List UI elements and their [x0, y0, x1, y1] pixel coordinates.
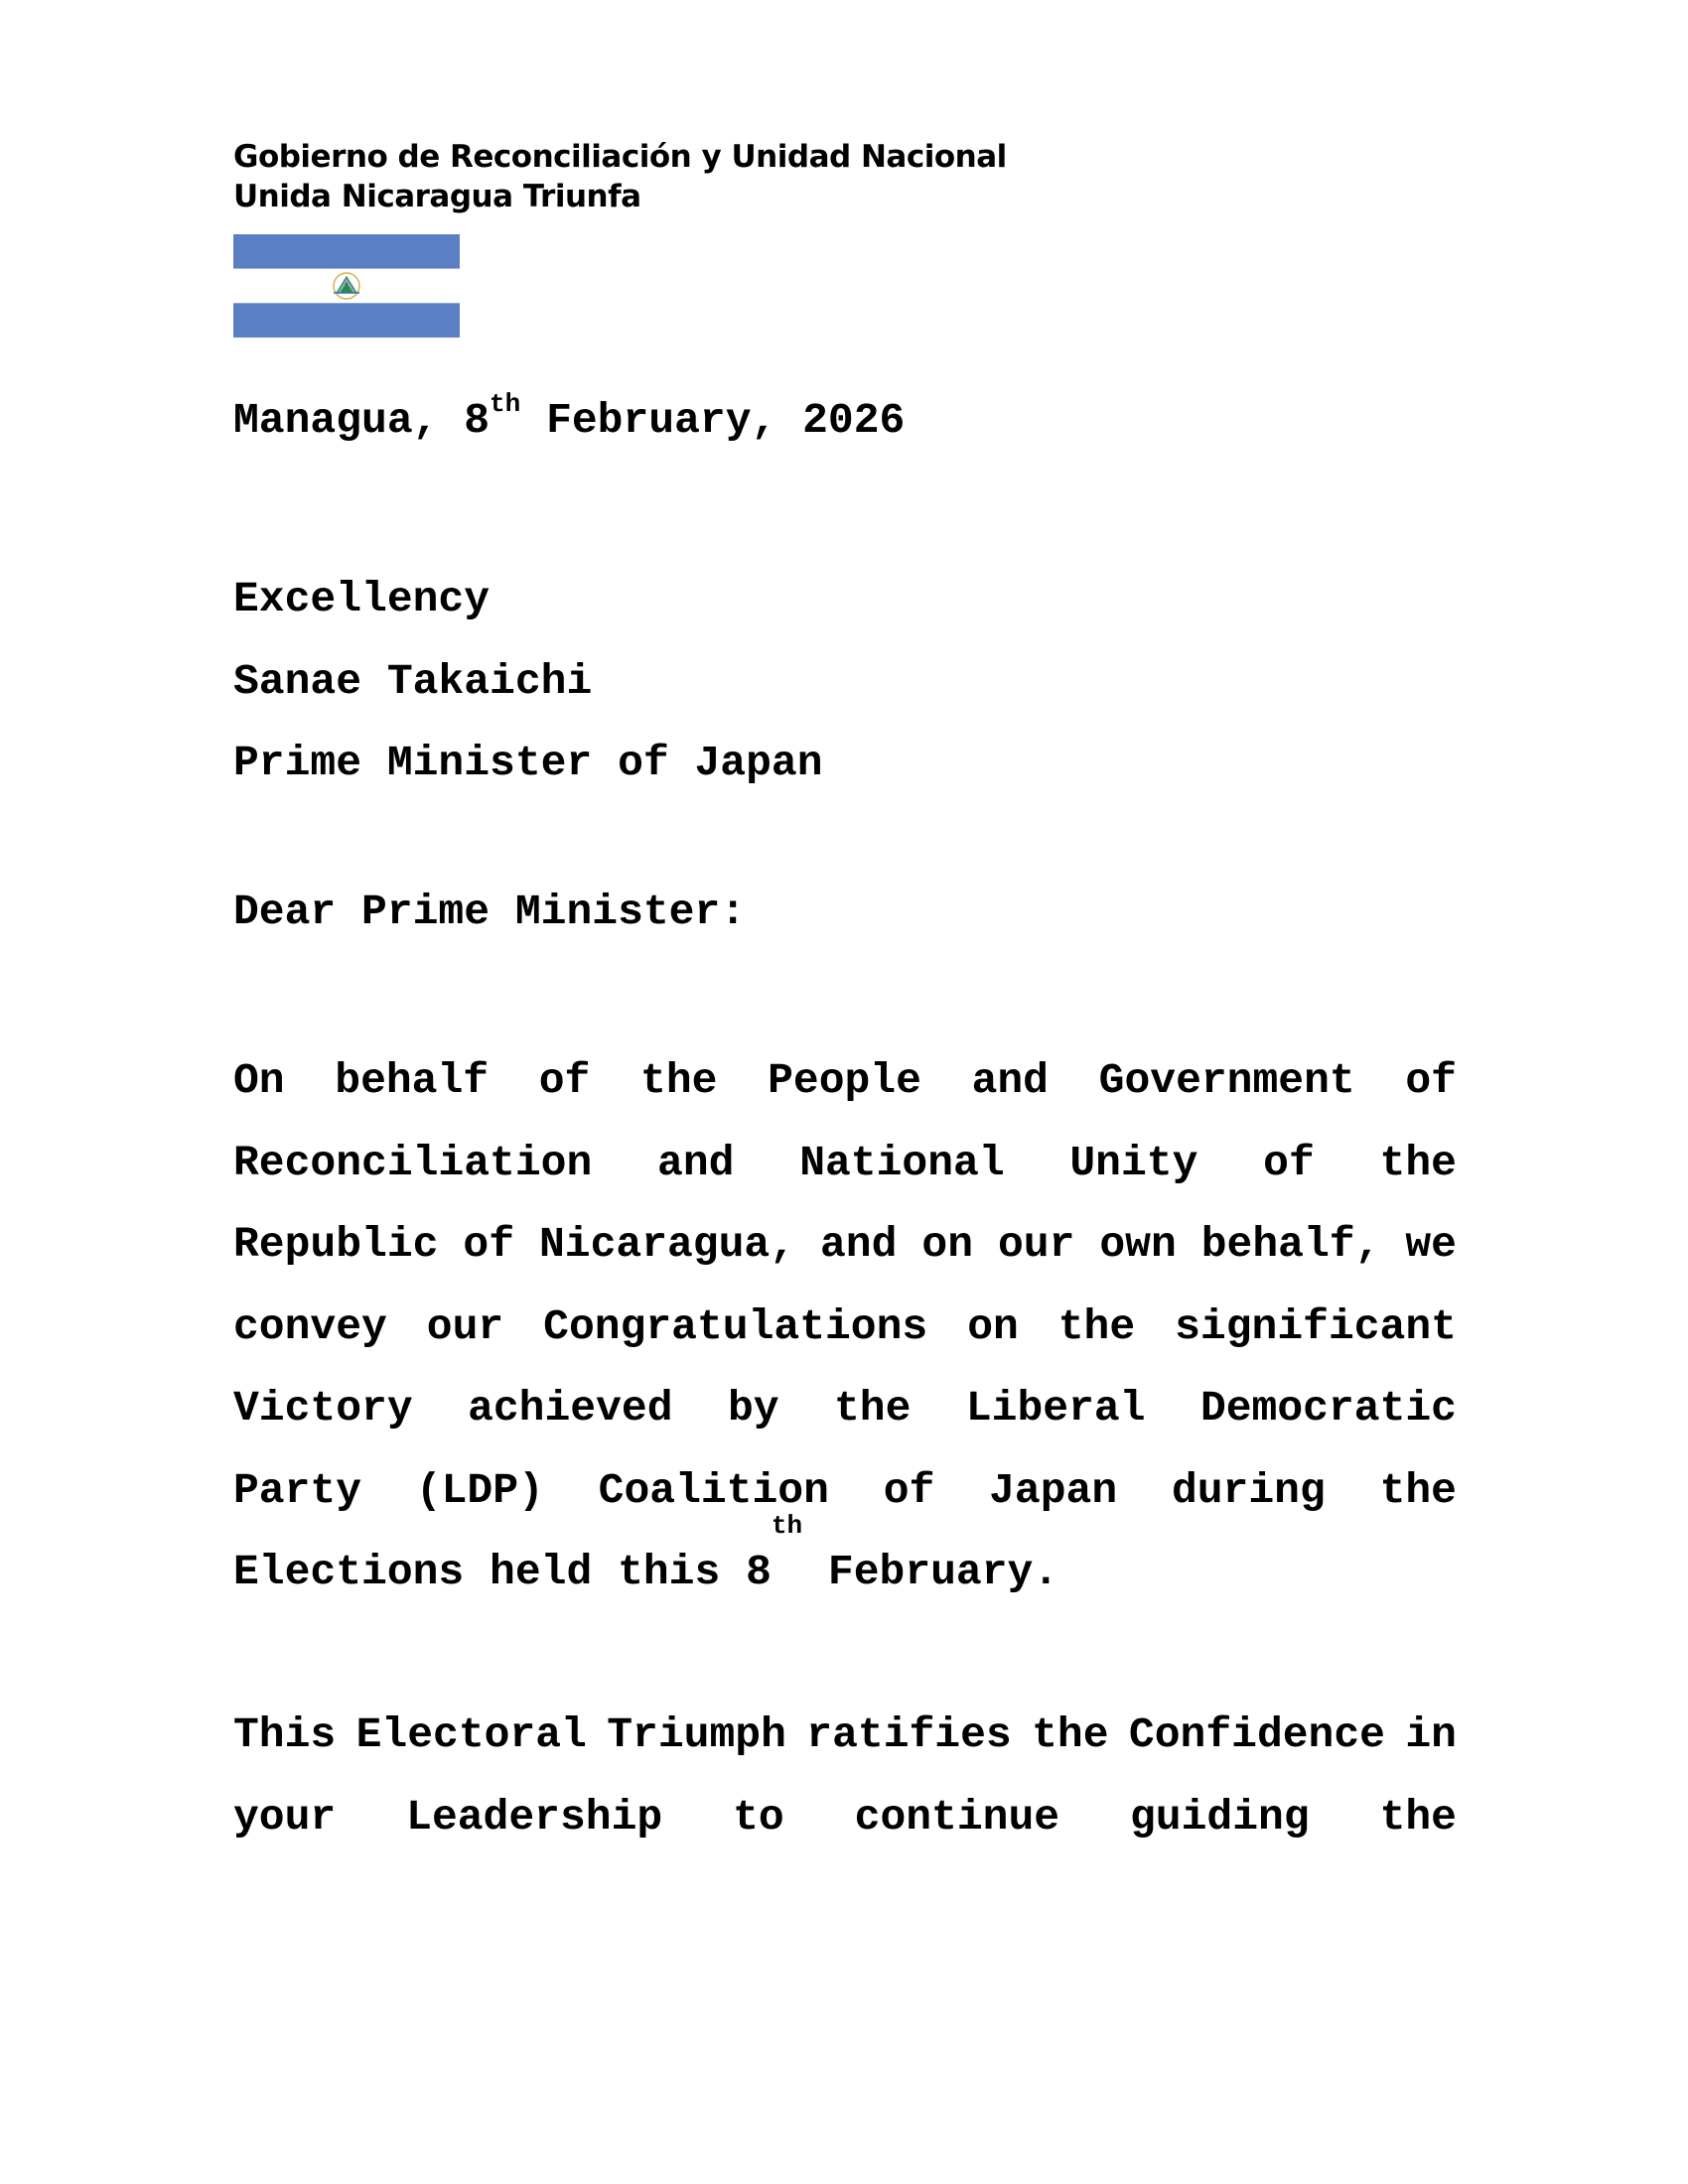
body-word: Victory: [233, 1384, 413, 1433]
body-word: the: [1379, 1792, 1457, 1842]
nicaragua-flag-icon: [233, 234, 460, 338]
last-line-rest: February.: [802, 1548, 1059, 1596]
body-word: significant: [1175, 1301, 1457, 1351]
body-word: our: [426, 1301, 504, 1351]
body-word: Party: [233, 1465, 362, 1515]
recipient-honorific: Excellency: [233, 575, 491, 623]
body-word: during: [1171, 1465, 1326, 1515]
body-word: Japan: [989, 1465, 1118, 1515]
body-word: of: [1405, 1056, 1457, 1105]
body-word: your: [233, 1792, 337, 1842]
last-line-ordinal-suffix: th: [771, 1511, 803, 1541]
body-paragraph1-line: [233, 1450, 1457, 1533]
body-paragraph1-line: [233, 1123, 1457, 1205]
letter-date: [233, 388, 906, 447]
body-word: Leadership: [406, 1792, 663, 1842]
body-word: convey: [233, 1301, 387, 1351]
body-word: the: [1379, 1465, 1457, 1515]
body-word: continue: [854, 1792, 1060, 1842]
body-paragraph-1-last-line: [233, 1511, 1457, 1614]
body-word: On: [233, 1056, 285, 1105]
recipient-block: [233, 559, 823, 805]
body-word: National: [799, 1138, 1005, 1187]
body-paragraph1-line: [233, 1040, 1457, 1123]
body-word: of: [1263, 1138, 1315, 1187]
body-word: on: [967, 1301, 1019, 1351]
body-word: This: [233, 1710, 337, 1759]
body-word: People: [768, 1056, 921, 1105]
body-word: ratifies: [806, 1710, 1012, 1759]
body-word: Coalition: [598, 1465, 829, 1515]
body-word: our: [997, 1220, 1075, 1269]
letterhead-government-name: Gobierno de Reconciliación y Unidad Nacional: [233, 139, 1007, 175]
body-paragraph1-line: [233, 1204, 1457, 1287]
body-word: Nicaragua,: [538, 1220, 796, 1269]
body-word: the: [1379, 1138, 1457, 1187]
body-word: the: [1057, 1301, 1136, 1351]
salutation: Dear Prime Minister:: [233, 887, 747, 936]
body-word: guiding: [1130, 1792, 1310, 1842]
body-word: behalf,: [1200, 1220, 1381, 1269]
body-word: (LDP): [415, 1465, 544, 1515]
body-word: the: [834, 1384, 912, 1433]
body-word: and: [657, 1138, 735, 1187]
date-prefix: Managua, 8: [233, 396, 491, 445]
body-word: to: [733, 1792, 784, 1842]
recipient-name: Sanae Takaichi: [233, 656, 593, 706]
body-word: and: [820, 1220, 898, 1269]
body-word: of: [538, 1056, 591, 1105]
date-ordinal-suffix: th: [490, 388, 521, 419]
date-rest: February, 2026: [520, 396, 906, 445]
body-word: and: [971, 1056, 1049, 1105]
body-word: own: [1099, 1220, 1177, 1269]
body-word: Congratulations: [543, 1301, 928, 1351]
body-word: Democratic: [1199, 1384, 1457, 1433]
body-paragraph1-line: [233, 1287, 1457, 1369]
body-word: Liberal: [965, 1384, 1146, 1433]
body-word: Confidence: [1128, 1710, 1385, 1759]
body-word: Unity: [1069, 1138, 1198, 1187]
body-word: by: [727, 1384, 779, 1433]
body-paragraph-1: [233, 1040, 1457, 1614]
body-paragraph2-line: [233, 1777, 1457, 1859]
body-paragraph-2: [233, 1695, 1457, 1858]
body-word: of: [463, 1220, 515, 1269]
body-word: of: [883, 1465, 935, 1515]
letterhead-motto: Unida Nicaragua Triunfa: [233, 179, 641, 214]
recipient-title: Prime Minister of Japan: [233, 739, 823, 787]
body-word: the: [1032, 1710, 1109, 1759]
body-word: Electoral: [355, 1710, 587, 1759]
body-word: Government: [1098, 1056, 1355, 1105]
last-line-prefix: Elections held this 8: [233, 1548, 772, 1596]
body-paragraph2-line: [233, 1695, 1457, 1777]
body-word: the: [640, 1056, 718, 1105]
body-word: achieved: [468, 1384, 673, 1433]
body-word: Republic: [233, 1220, 439, 1269]
body-word: in: [1405, 1710, 1457, 1759]
body-word: on: [921, 1220, 973, 1269]
letterhead: [233, 137, 1007, 216]
body-paragraph1-line: [233, 1368, 1457, 1450]
body-word: Triumph: [607, 1710, 786, 1759]
body-word: Reconciliation: [233, 1138, 593, 1187]
body-word: behalf: [335, 1056, 490, 1105]
body-word: we: [1405, 1220, 1457, 1269]
